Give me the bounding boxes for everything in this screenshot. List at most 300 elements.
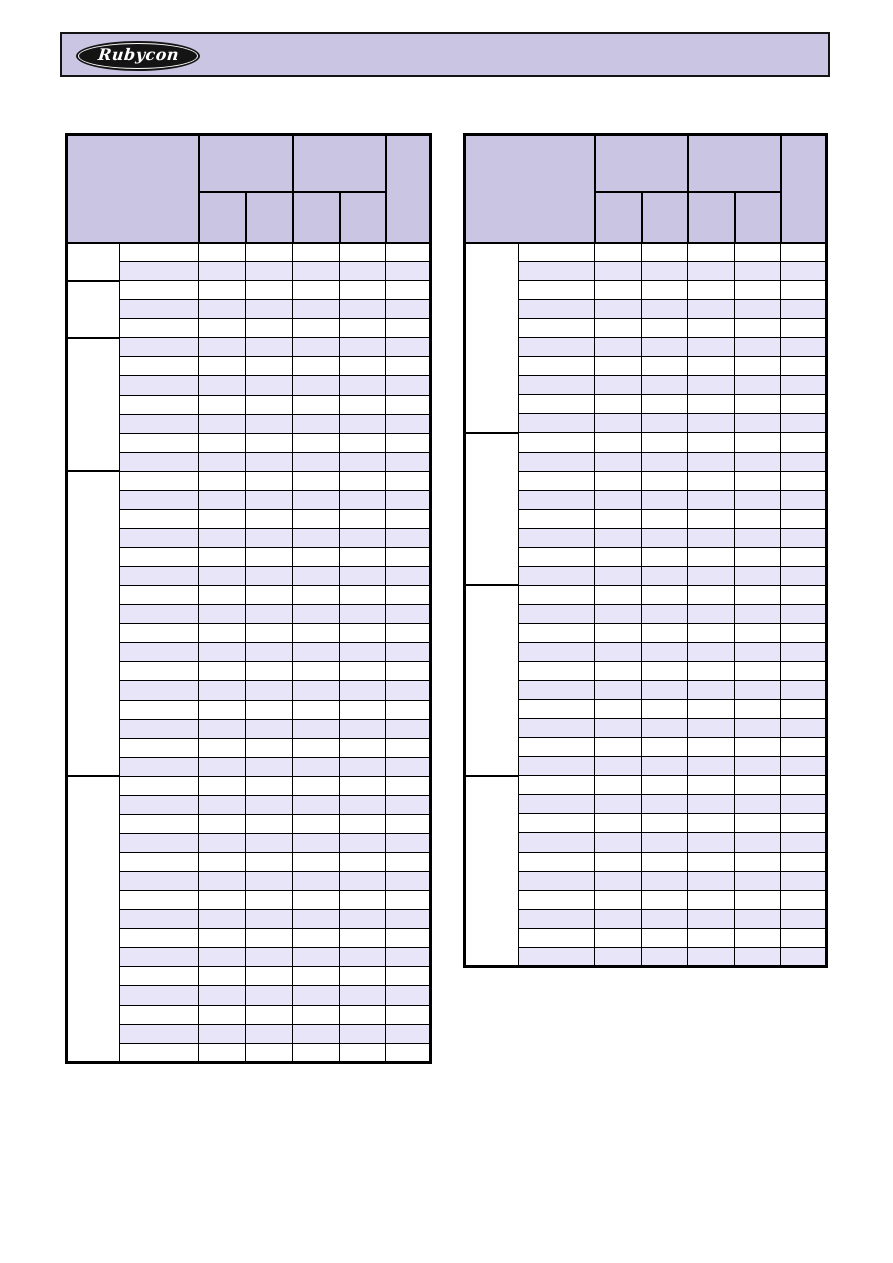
table-cell [120,1005,199,1024]
table-row [465,757,827,776]
table-cell [642,528,688,547]
table-cell [519,700,595,719]
table-cell [340,262,386,281]
table-cell [293,1043,340,1062]
table-cell [199,338,246,357]
table-cell [519,719,595,738]
table-cell [642,566,688,585]
table-cell [595,738,642,757]
table-cell [735,604,781,623]
table-cell [340,471,386,490]
table-cell [199,719,246,738]
table-cell [642,262,688,281]
table-cell [120,586,199,605]
table-cell [293,872,340,891]
table-cell [519,300,595,319]
table-row [67,300,431,319]
table-cell [781,490,827,509]
table-cell [642,662,688,681]
table-cell [246,376,293,395]
table-cell [120,605,199,624]
table-cell [386,548,431,567]
table-cell [595,319,642,338]
table-cell [595,852,642,871]
table-cell [642,471,688,490]
table-row [67,548,431,567]
table-cell [340,281,386,300]
table-cell [120,929,199,948]
table-cell [642,871,688,890]
table-cell [735,376,781,395]
table-cell [199,281,246,300]
table-cell [340,509,386,528]
table-cell [120,624,199,643]
table-cell [688,262,735,281]
table-row [465,433,827,452]
table-row [67,681,431,700]
table-cell [340,719,386,738]
table-cell [735,547,781,566]
table-cell [519,281,595,300]
table-cell [340,853,386,872]
table-cell [340,452,386,471]
table-cell [642,738,688,757]
table-cell [735,795,781,814]
table-cell [595,700,642,719]
table-row [67,357,431,376]
table-cell [246,643,293,662]
table-cell [688,947,735,966]
table-cell [781,719,827,738]
table-row [67,281,431,300]
table-cell [340,414,386,433]
table-cell [688,509,735,528]
table-cell [735,585,781,604]
table-cell [688,795,735,814]
table-cell [519,395,595,414]
table-row [67,719,431,738]
rubycon-logo [76,41,200,71]
table-cell [781,395,827,414]
rubycon-logo-text: Rubycon [96,45,180,64]
header-subcol-cell [595,192,642,243]
table-cell [199,624,246,643]
table-row [67,833,431,852]
table-row [465,357,827,376]
table-cell [293,929,340,948]
table-cell [781,662,827,681]
table-row [465,662,827,681]
table-cell [735,871,781,890]
table-cell [781,433,827,452]
table-cell [340,1005,386,1024]
table-row [465,909,827,928]
table-cell [688,909,735,928]
table-row [67,338,431,357]
table-cell [735,852,781,871]
table-cell [519,452,595,471]
table-cell [340,338,386,357]
table-cell [120,1024,199,1043]
table-cell [199,833,246,852]
table-cell [519,776,595,795]
table-cell [293,814,340,833]
table-cell [386,624,431,643]
row-group-label-cell [465,433,519,585]
table-cell [595,757,642,776]
table-row [67,757,431,776]
table-cell [120,795,199,814]
table-cell [386,776,431,795]
table-cell [519,357,595,376]
table-row [465,281,827,300]
table-cell [595,509,642,528]
table-cell [519,947,595,966]
table-cell [595,795,642,814]
table-cell [642,833,688,852]
table-cell [386,319,431,338]
table-cell [386,414,431,433]
table-cell [595,243,642,262]
table-row [67,1005,431,1024]
table-cell [688,890,735,909]
table-row [67,605,431,624]
table-cell [735,452,781,471]
table-cell [781,871,827,890]
table-cell [293,833,340,852]
table-cell [688,452,735,471]
table-row [67,262,431,281]
table-cell [199,433,246,452]
table-cell [386,452,431,471]
table-cell [735,262,781,281]
table-cell [642,319,688,338]
table-cell [735,414,781,433]
table-cell [595,281,642,300]
table-cell [199,891,246,910]
table-cell [386,376,431,395]
table-cell [735,909,781,928]
row-group-label-cell [67,776,120,1062]
table-cell [688,281,735,300]
table-cell [735,833,781,852]
table-cell [293,452,340,471]
table-cell [293,795,340,814]
table-cell [246,567,293,586]
table-cell [642,395,688,414]
table-row [465,452,827,471]
row-group-label-cell [67,281,120,338]
table-cell [246,586,293,605]
row-group-label-cell [465,243,519,433]
table-cell [781,414,827,433]
table-cell [519,814,595,833]
table-cell [519,757,595,776]
table-cell [688,833,735,852]
table-cell [781,338,827,357]
table-row [67,567,431,586]
table-row [465,623,827,642]
table-row [465,585,827,604]
table-cell [246,662,293,681]
table-cell [246,1005,293,1024]
table-cell [688,528,735,547]
table-cell [246,833,293,852]
table-cell [781,795,827,814]
table-cell [340,395,386,414]
table-cell [642,890,688,909]
table-cell [199,948,246,967]
table-cell [386,643,431,662]
table-cell [642,509,688,528]
table-cell [642,414,688,433]
table-cell [120,757,199,776]
table-cell [293,376,340,395]
table-cell [199,757,246,776]
table-cell [781,947,827,966]
table-cell [120,719,199,738]
table-row [67,891,431,910]
table-cell [340,948,386,967]
table-cell [199,853,246,872]
table-cell [642,719,688,738]
table-cell [688,395,735,414]
table-cell [642,947,688,966]
table-cell [120,872,199,891]
table-cell [246,357,293,376]
table-cell [199,414,246,433]
table-cell [246,853,293,872]
table-cell [781,243,827,262]
table-row [67,243,431,262]
table-cell [595,262,642,281]
row-group-label-cell [465,585,519,775]
table-cell [735,281,781,300]
table-row [67,1024,431,1043]
table-cell [735,642,781,661]
table-cell [340,814,386,833]
table-cell [199,490,246,509]
table-cell [293,243,340,262]
table-row [67,509,431,528]
table-cell [246,681,293,700]
table-cell [688,623,735,642]
table-cell [595,681,642,700]
table-cell [120,471,199,490]
table-cell [120,376,199,395]
table-cell [688,700,735,719]
table-row [465,338,827,357]
table-row [465,319,827,338]
table-cell [519,243,595,262]
ratings-table-left [65,133,432,1064]
table-cell [120,319,199,338]
table-cell [386,795,431,814]
table-cell [781,890,827,909]
table-cell [386,490,431,509]
table-cell [293,719,340,738]
table-row [465,928,827,947]
table-row [465,642,827,661]
table-cell [340,891,386,910]
table-cell [386,471,431,490]
table-cell [735,757,781,776]
table-row [465,300,827,319]
table-cell [519,433,595,452]
table-cell [120,910,199,929]
table-cell [781,642,827,661]
table-cell [595,890,642,909]
table-row [67,948,431,967]
table-row [465,528,827,547]
table-cell [120,891,199,910]
table-cell [642,585,688,604]
table-cell [340,357,386,376]
table-row [465,471,827,490]
table-cell [595,719,642,738]
table-row [465,719,827,738]
table-cell [688,757,735,776]
table-cell [199,319,246,338]
table-cell [595,357,642,376]
table-cell [519,528,595,547]
table-cell [120,853,199,872]
table-row [465,243,827,262]
table-cell [642,243,688,262]
table-cell [386,719,431,738]
table-cell [688,604,735,623]
table-cell [120,262,199,281]
table-cell [386,891,431,910]
table-cell [386,910,431,929]
table-cell [386,528,431,547]
table-cell [735,947,781,966]
table-cell [293,643,340,662]
table-cell [120,833,199,852]
table-cell [519,414,595,433]
table-cell [595,300,642,319]
table-cell [246,795,293,814]
table-cell [386,757,431,776]
table-cell [386,929,431,948]
table-row [465,395,827,414]
table-row [67,528,431,547]
table-cell [340,1024,386,1043]
table-cell [199,872,246,891]
table-cell [199,395,246,414]
table-cell [595,376,642,395]
table-cell [340,243,386,262]
table-cell [735,566,781,585]
table-cell [781,452,827,471]
table-cell [519,585,595,604]
table-cell [293,681,340,700]
table-cell [199,586,246,605]
table-cell [120,243,199,262]
table-cell [642,300,688,319]
table-cell [642,281,688,300]
table-cell [120,395,199,414]
table-row [465,795,827,814]
table-cell [642,681,688,700]
table-cell [293,891,340,910]
table-cell [120,700,199,719]
table-cell [386,872,431,891]
table-cell [735,243,781,262]
table-cell [688,585,735,604]
table-cell [642,547,688,566]
table-cell [246,929,293,948]
table-cell [340,757,386,776]
table-cell [293,738,340,757]
table-cell [735,395,781,414]
table-row [465,814,827,833]
table-cell [781,547,827,566]
table-cell [340,929,386,948]
table-cell [595,414,642,433]
table-cell [340,586,386,605]
table-row [67,795,431,814]
table-cell [519,471,595,490]
table-cell [246,1024,293,1043]
table-cell [293,300,340,319]
table-row [67,490,431,509]
ratings-table-right [463,133,828,968]
table-cell [340,528,386,547]
table-row [67,414,431,433]
table-cell [688,243,735,262]
table-row [67,910,431,929]
table-cell [735,700,781,719]
table-cell [293,662,340,681]
table-cell [120,776,199,795]
table-cell [595,528,642,547]
table-cell [246,262,293,281]
table-cell [340,643,386,662]
table-cell [340,738,386,757]
table-cell [340,872,386,891]
table-cell [595,928,642,947]
table-cell [199,681,246,700]
table-cell [293,528,340,547]
table-cell [199,776,246,795]
table-cell [688,871,735,890]
table-cell [519,890,595,909]
table-cell [595,433,642,452]
table-cell [293,319,340,338]
row-group-label-cell [465,776,519,966]
table-cell [519,681,595,700]
table-cell [246,281,293,300]
table-cell [519,662,595,681]
table-cell [595,947,642,966]
table-cell [688,338,735,357]
table-cell [735,357,781,376]
table-cell [519,928,595,947]
table-cell [293,967,340,986]
table-cell [781,681,827,700]
table-cell [642,909,688,928]
table-cell [293,700,340,719]
table-row [67,1043,431,1062]
table-cell [735,471,781,490]
table-cell [519,833,595,852]
table-cell [120,662,199,681]
table-cell [781,776,827,795]
table-cell [519,566,595,585]
table-cell [688,642,735,661]
table-cell [386,567,431,586]
